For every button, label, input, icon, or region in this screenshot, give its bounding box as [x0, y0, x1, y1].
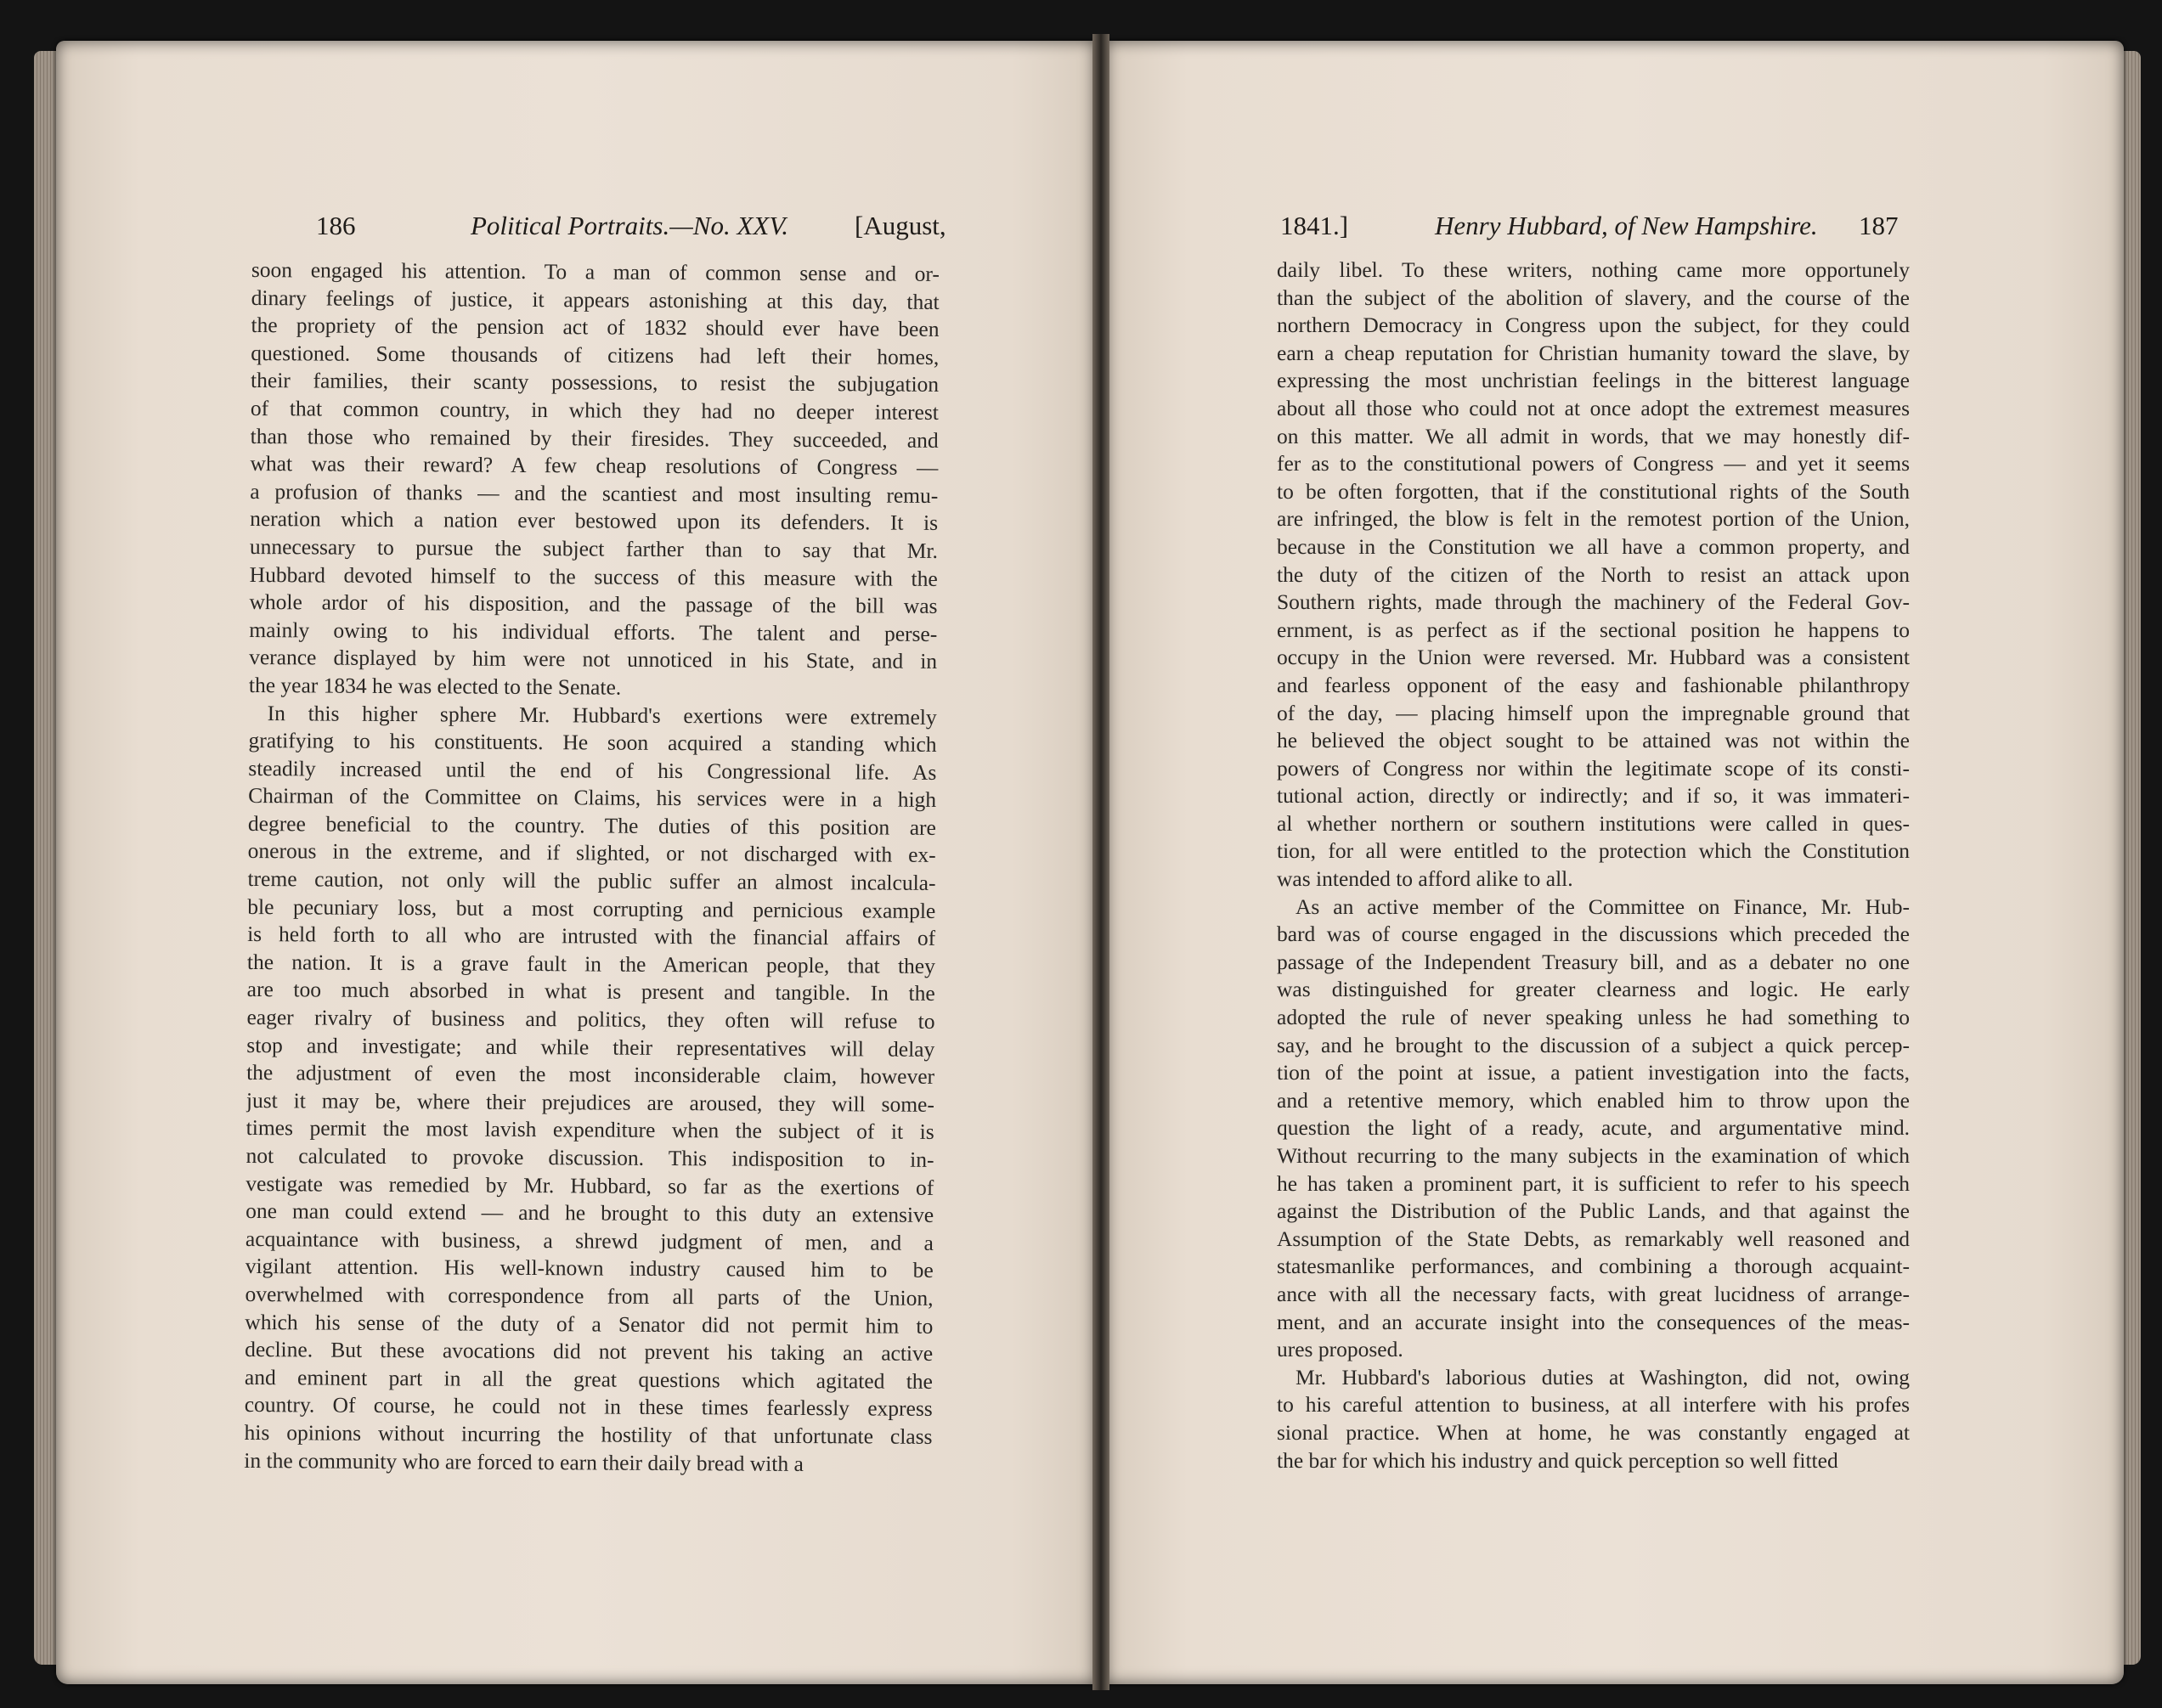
text-line: unnecessary to pursue the subject farther than to say that Mr.: [249, 533, 938, 563]
text-line: steadily increased until the end of his Congressional life. As: [248, 755, 937, 785]
text-line: than those who remained by their firesides. They succeeded, and: [250, 423, 939, 453]
text-line: decline. But these avocations did not prevent his taking an active: [245, 1337, 934, 1367]
text-line: Hubbard devoted himself to the success of this measure with the: [249, 561, 938, 591]
text-line: he believed the object sought to be attained was not within the: [1277, 728, 1910, 753]
text-line: are infringed, the blow is felt in the remotest portion of the Union,: [1277, 506, 1910, 532]
text-line: tion of the point at issue, a patient investigation into the facts,: [1277, 1060, 1910, 1085]
text-line: and eminent part in all the great questions which agitated the: [244, 1364, 934, 1394]
text-line: a profusion of thanks — and the scantiest and most insulting remu-: [250, 478, 939, 508]
text-line: expressing the most unchristian feelings in the bitterest language: [1277, 368, 1910, 393]
right-running-head: [1277, 211, 1922, 248]
text-line: are too much absorbed in what is present and tangible. In the: [246, 977, 935, 1006]
text-line: the adjustment of even the most inconsiderable claim, however: [246, 1060, 935, 1090]
text-line: Without recurring to the many subjects in the examination of which: [1277, 1143, 1910, 1168]
text-line: degree beneficial to the country. The duties of this position are: [247, 810, 936, 840]
text-line: say, and he brought to the discussion of a subject a quick percep-: [1277, 1032, 1910, 1057]
text-line: Chairman of the Committee on Claims, his services were in a high: [248, 783, 937, 813]
text-line: to be often forgotten, that if the constitutional rights of the South: [1277, 478, 1910, 504]
text-line: Southern rights, made through the machinery of the Federal Gov-: [1277, 589, 1910, 615]
text-line: passage of the Independent Treasury bill, and as a debater no one: [1277, 949, 1910, 974]
text-line: his opinions without incurring the hostility of that unfortunate class: [244, 1419, 933, 1449]
text-line: occupy in the Union were reversed. Mr. Hubbard was a consistent: [1277, 645, 1910, 670]
text-line: earn a cheap reputation for Christian humanity toward the slave, by: [1277, 340, 1910, 365]
text-line: questioned. Some thousands of citizens had left their homes,: [251, 340, 940, 369]
text-line: of the day, — placing himself upon the impregnable ground that: [1277, 700, 1910, 725]
text-line: northern Democracy in Congress upon the subject, for they could: [1277, 313, 1910, 338]
text-line: the propriety of the pension act of 1832 should ever have been: [251, 313, 940, 342]
text-line: ures proposed.: [1277, 1337, 1403, 1362]
text-line: onerous in the extreme, and if slighted, or not discharged with ex-: [247, 838, 936, 868]
left-running-head: [251, 211, 957, 248]
text-line: was intended to afford alike to all.: [1277, 866, 1573, 892]
text-line: not calculated to provoke discussion. This indisposition to in-: [246, 1142, 934, 1172]
text-line: country. Of course, he could not in these times fearlessly express: [244, 1392, 933, 1422]
text-line: in the community who are forced to earn their daily bread with a: [244, 1447, 804, 1476]
text-line: vestigate was remedied by Mr. Hubbard, so far as the exertions of: [246, 1170, 934, 1200]
text-line: al whether northern or southern institutions were called in ques-: [1277, 810, 1910, 836]
text-line: Assumption of the State Debts, as remarkably well reasoned and: [1277, 1226, 1910, 1251]
text-line: Mr. Hubbard's laborious duties at Washington, did not, owing: [1296, 1364, 1910, 1390]
text-line: eager rivalry of business and politics, they often will refuse to: [246, 1005, 935, 1034]
text-line: soon engaged his attention. To a man of common sense and or-: [251, 256, 940, 286]
text-line: verance displayed by him were not unnoticed in his State, and in: [249, 645, 938, 674]
left-running-date: [August,: [855, 211, 946, 240]
text-line: fer as to the constitutional powers of Congress — and yet it seems: [1277, 451, 1910, 476]
text-line: and fearless opponent of the easy and fashionable philanthropy: [1277, 672, 1910, 697]
text-line: against the Distribution of the Public Lands, and that against the: [1277, 1198, 1910, 1224]
book-gutter: [1092, 34, 1109, 1690]
text-line: ance with all the necessary facts, with great lucidness of arrange-: [1277, 1281, 1910, 1306]
text-line: stop and investigate; and while their representatives will delay: [246, 1032, 935, 1062]
text-line: about all those who could not at once adopt the extremest measures: [1277, 395, 1910, 420]
text-line: the nation. It is a grave fault in the American people, that they: [246, 949, 936, 978]
text-line: neration which a nation ever bestowed upon its defenders. It is: [250, 506, 939, 536]
text-line: daily libel. To these writers, nothing came more opportunely: [1277, 257, 1910, 282]
text-line: vigilant attention. His well-known industry caused him to be: [245, 1254, 934, 1283]
text-line: acquaintance with business, a shrewd judgment of men, and a: [245, 1226, 934, 1255]
text-line: their families, their scanty possessions, to resist the subjugation: [251, 368, 940, 397]
text-line: sional practice. When at home, he was constantly engaged at: [1277, 1419, 1910, 1445]
text-line: overwhelmed with correspondence from all parts of the Union,: [245, 1281, 934, 1311]
text-line: one man could extend — and he brought to this duty an extensive: [246, 1198, 934, 1228]
text-line: mainly owing to his individual efforts. The talent and perse-: [249, 617, 938, 646]
text-line: because in the Constitution we all have a common property, and: [1277, 533, 1910, 559]
text-line: and a retentive memory, which enabled him to throw upon the: [1277, 1087, 1910, 1113]
text-line: which his sense of the duty of a Senator did not permit him to: [245, 1309, 934, 1339]
text-line: tion, for all were entitled to the protection which the Constitution: [1277, 838, 1910, 864]
text-line: tutional action, directly or indirectly; and if so, it was immateri-: [1277, 783, 1910, 809]
text-line: was distinguished for greater clearness and logic. He early: [1277, 977, 1910, 1002]
left-page-number: 186: [316, 211, 356, 240]
left-running-title: Political Portraits.—No. XXV.: [471, 211, 789, 240]
text-line: is held forth to all who are intrusted with the financial affairs of: [247, 922, 936, 951]
text-line: than the subject of the abolition of slavery, and the course of the: [1277, 285, 1910, 310]
text-line: powers of Congress nor within the legitimate scope of its consti-: [1277, 755, 1910, 781]
left-body-text: [244, 256, 940, 1479]
text-line: As an active member of the Committee on Finance, Mr. Hub-: [1296, 893, 1910, 919]
right-running-title: Henry Hubbard, of New Hampshire.: [1435, 211, 1818, 240]
text-line: adopted the rule of never speaking unless he had something to: [1277, 1005, 1910, 1030]
text-line: question the light of a ready, acute, and argumentative mind.: [1277, 1115, 1910, 1141]
text-line: ble pecuniary loss, but a most corrupting and pernicious example: [247, 893, 936, 923]
text-line: on this matter. We all admit in words, that we may honestly dif-: [1277, 423, 1910, 448]
right-page-number: 187: [1859, 211, 1899, 240]
text-line: In this higher sphere Mr. Hubbard's exertions were extremely: [267, 700, 937, 730]
text-line: treme caution, not only will the public suffer an almost incalcula-: [247, 866, 936, 895]
text-line: whole ardor of his disposition, and the passage of the bill was: [249, 589, 938, 619]
text-line: the year 1834 he was elected to the Senate.: [248, 672, 622, 700]
text-line: he has taken a prominent part, it is sufficient to refer to his speech: [1277, 1170, 1910, 1196]
text-line: gratifying to his constituents. He soon acquired a standing which: [248, 728, 937, 758]
right-body-text: [1277, 256, 1910, 1474]
right-running-date: 1841.]: [1280, 211, 1349, 240]
text-line: ment, and an accurate insight into the consequences of the meas-: [1277, 1309, 1910, 1334]
text-line: bard was of course engaged in the discussions which preceded the: [1277, 922, 1910, 947]
text-line: what was their reward? A few cheap resolutions of Congress —: [250, 451, 939, 481]
text-line: dinary feelings of justice, it appears astonishing at this day, that: [251, 285, 940, 314]
text-line: times permit the most lavish expenditure when the subject of it is: [246, 1115, 934, 1145]
text-line: of that common country, in which they had no deeper interest: [250, 395, 939, 425]
text-line: statesmanlike performances, and combining a thorough acquaint-: [1277, 1254, 1910, 1279]
text-line: to his careful attention to business, at all interfere with his profes: [1277, 1392, 1910, 1418]
text-line: the duty of the citizen of the North to resist an attack upon: [1277, 561, 1910, 587]
text-line: ernment, is as perfect as if the sectional position he happens to: [1277, 617, 1910, 642]
text-line: the bar for which his industry and quick perception so well fitted: [1277, 1447, 1838, 1473]
text-line: just it may be, where their prejudices are aroused, they will some-: [246, 1087, 935, 1117]
